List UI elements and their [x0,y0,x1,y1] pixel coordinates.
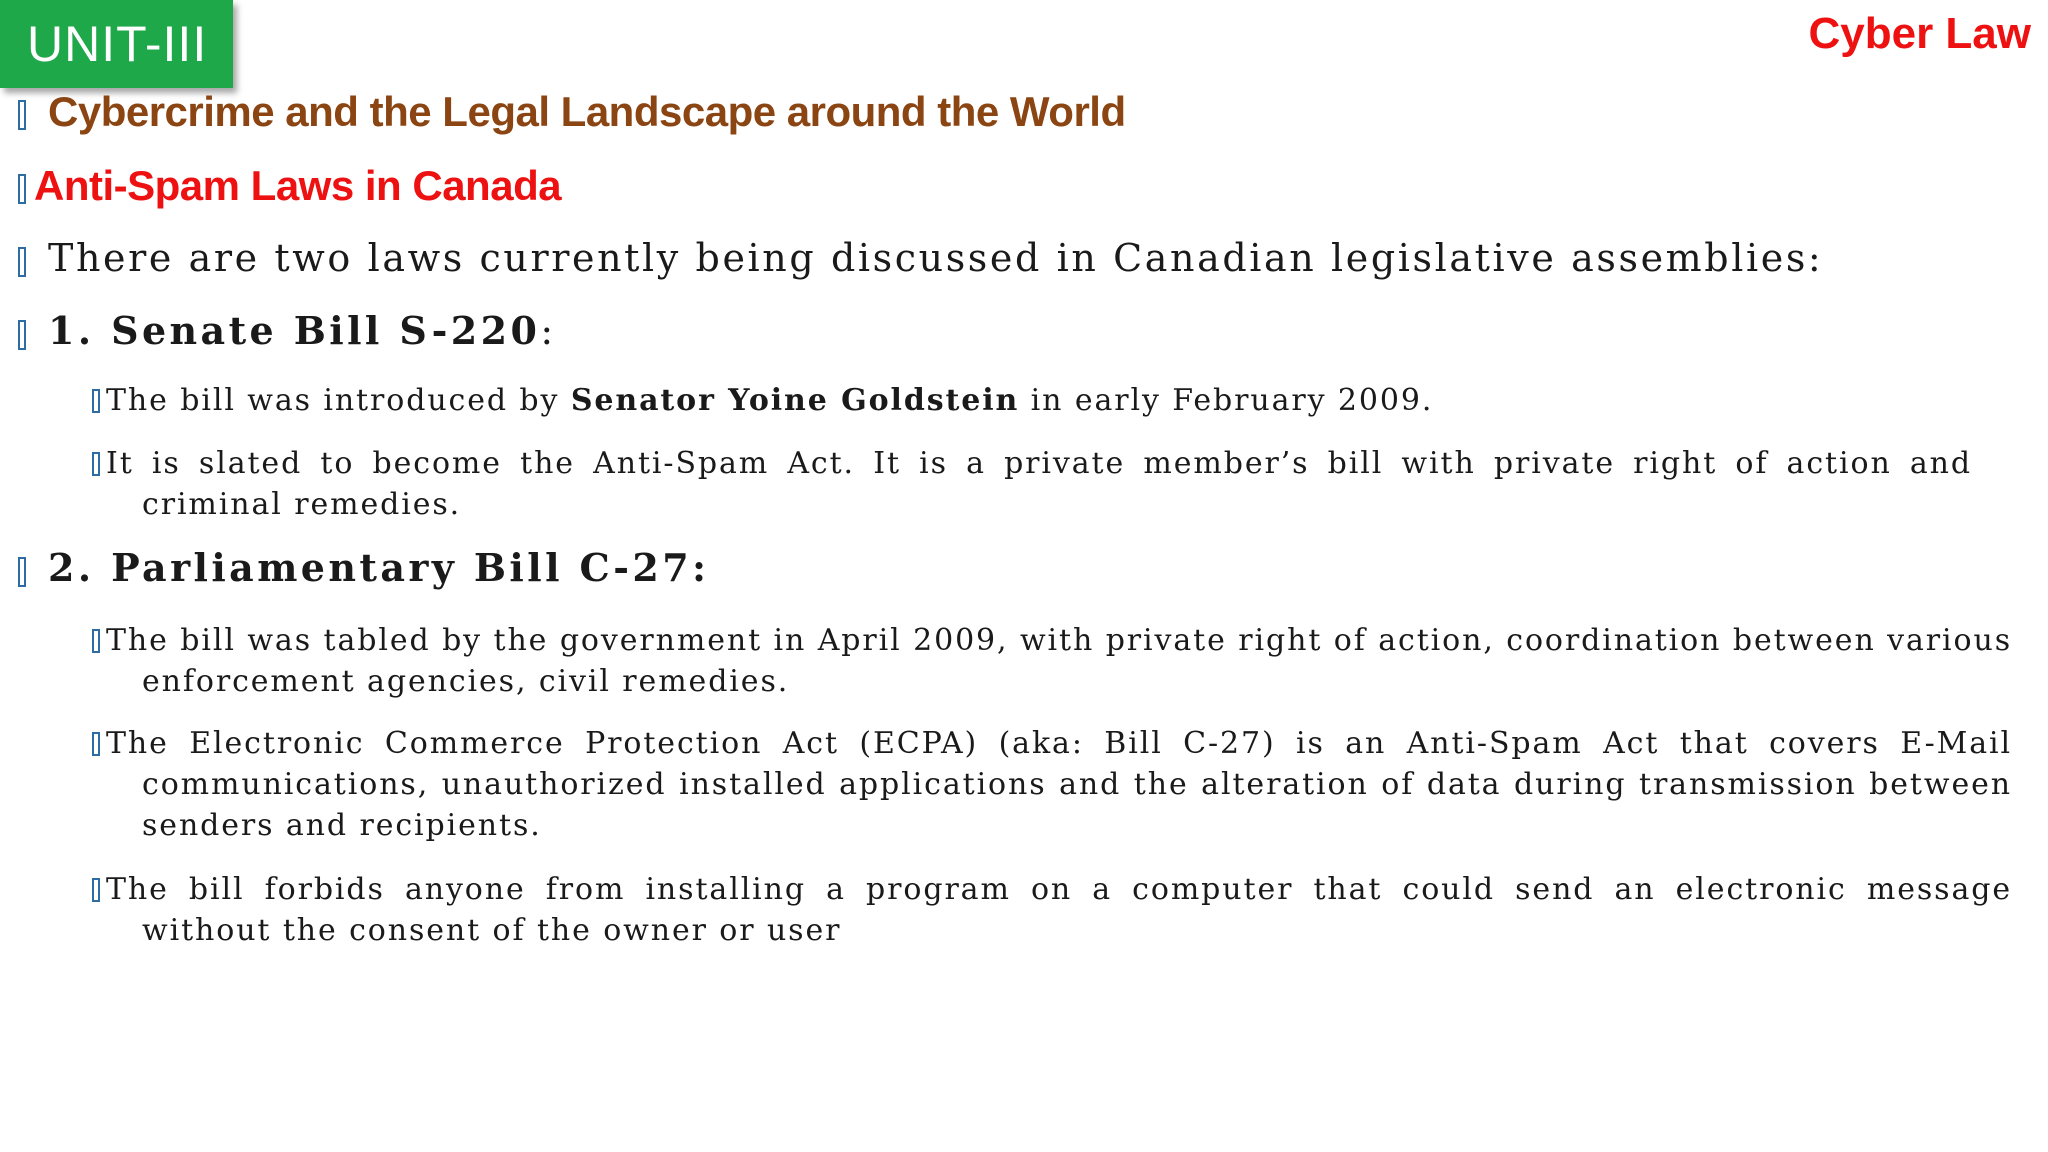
bill-c27-point-1 [92,620,2012,702]
bill-c27-point-3 [92,869,2012,951]
bill-c27-heading [18,545,709,590]
bullet-icon [92,878,100,902]
course-title: Cyber Law [1808,9,2031,58]
intro-point [18,236,1823,280]
point-text-before: The bill was introduced by [106,383,571,418]
sub-heading-text: Anti-Spam Laws in Canada [34,162,562,209]
bullet-icon [92,389,100,413]
main-heading [18,88,1126,136]
bullet-icon [18,557,26,587]
bill-c27-point-2 [92,723,2012,846]
bill-s220-colon: : [540,309,557,353]
bullet-icon [18,320,26,350]
main-heading-text: Cybercrime and the Legal Landscape around the World [48,88,1126,135]
bill-c27-title: 2. Parliamentary Bill C-27: [48,545,710,590]
bullet-icon [18,247,26,277]
bullet-icon [92,629,100,653]
bill-s220-point-2 [92,443,1972,525]
bullet-icon [92,732,100,756]
bill-s220-point-1 [92,380,2012,421]
intro-text: There are two laws currently being discussed in Canadian legislative assemblies: [48,236,1824,280]
bullet-icon [18,100,26,130]
senator-name: Senator Yoine Goldstein [570,383,1020,418]
sub-heading [18,162,561,210]
bill-s220-title: 1. Senate Bill S-220 [48,308,541,353]
unit-badge: UNIT-III [0,0,233,88]
point-text: The bill forbids anyone from installing a program on a computer that could send an electronic message without the consent of the owner or user [106,872,2012,948]
bill-s220-heading [18,308,557,353]
point-text: It is slated to become the Anti-Spam Act. It is a private member’s bill with private right of action and criminal remedies. [106,446,1972,522]
bullet-icon [18,174,26,204]
point-text: The Electronic Commerce Protection Act (ECPA) (aka: Bill C-27) is an Anti-Spam Act that covers E-Mail communications, unauthorized installed applications and the alteration of data during transmission between senders and recipients. [106,726,2012,843]
point-text: The bill was tabled by the government in April 2009, with private right of action, coordination between various enforcement agencies, civil remedies. [106,623,2012,699]
point-text-after: in early February 2009. [1019,383,1434,418]
bullet-icon [92,452,100,476]
